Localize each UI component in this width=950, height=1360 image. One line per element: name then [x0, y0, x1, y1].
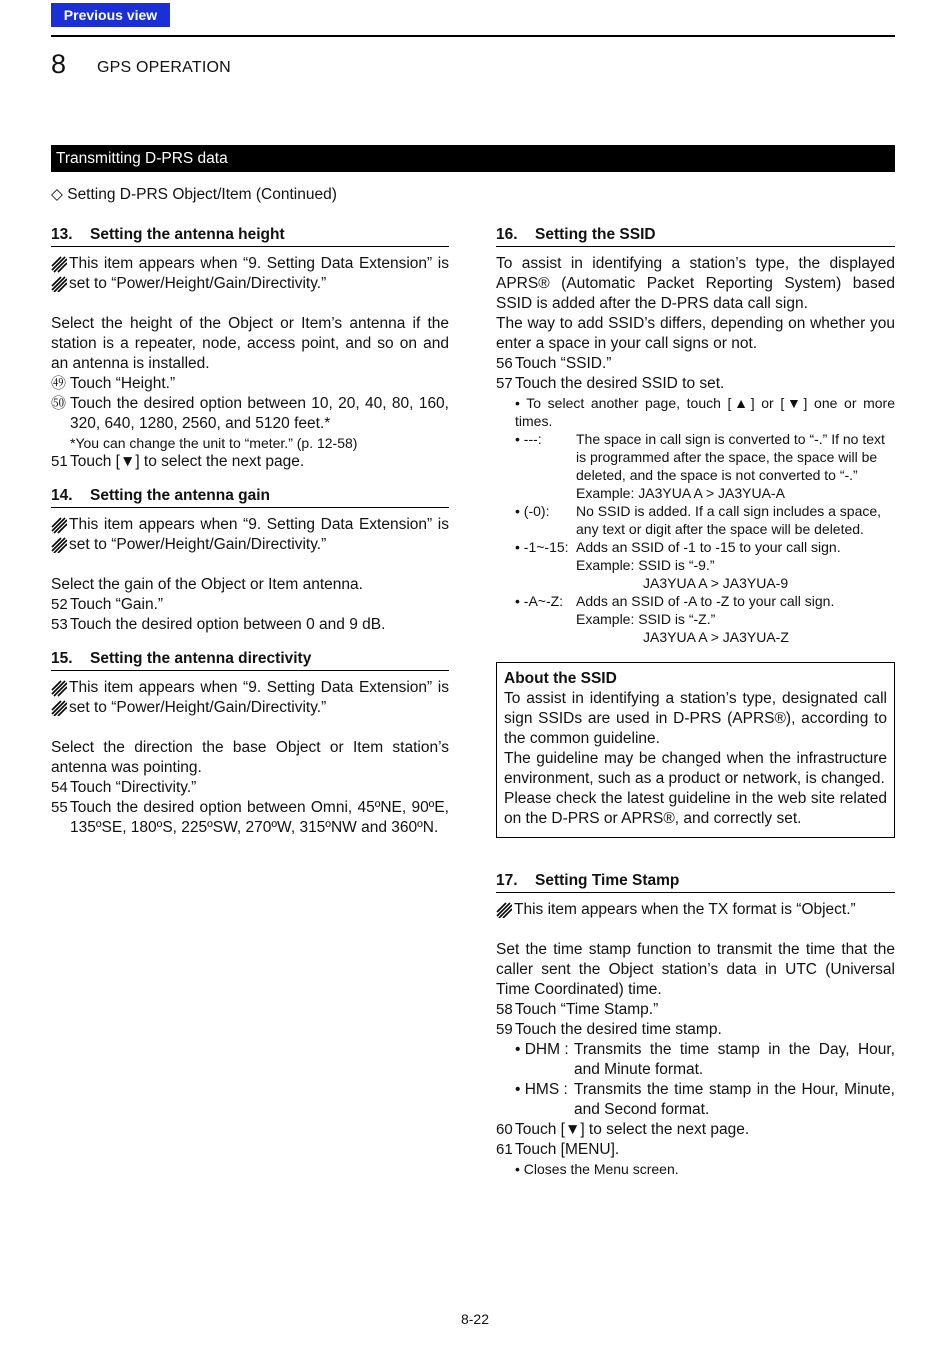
step-57: 57 Touch the desired SSID to set.: [496, 375, 725, 392]
section-15-heading: 15. Setting the antenna directivity: [51, 649, 449, 671]
ssid-option-numeric: • -1~-15: Adds an SSID of -1 to -15 to your call sign. Example: SSID is “-9.” JA3YUA A > JA3YUA-9: [515, 539, 841, 591]
chapter-number: 8: [51, 49, 67, 79]
right-column: [496, 225, 895, 1178]
unit-footnote: *You can change the unit to “meter.” (p. 12-58): [70, 435, 358, 451]
ssid-option-dash: • ---: The space in call sign is converted to “-.” If no text is programmed after the space, the space will be deleted, and the space is not converted to “-.” Example: JA3YUA A > JA3YUA-A: [515, 431, 885, 501]
header-rule: [51, 35, 895, 37]
step-51: 51 Touch [▼] to select the next page.: [51, 453, 305, 470]
step-55: 55 Touch the desired option between Omni, 45ºNE, 90ºE, 135ºSE, 180ºS, 225ºSW, 270ºW, 315ºNW and 360ºN.: [51, 799, 449, 836]
note-hatch-icon: [496, 902, 512, 918]
step-49: ㊾ Touch “Height.”: [51, 375, 176, 392]
left-column: [51, 225, 449, 838]
step-61: 61 Touch [MENU].: [496, 1141, 620, 1158]
page-select-bullet: • To select another page, touch [▲] or [▼] one or more times.: [515, 395, 895, 429]
section-16-heading: 16. Setting the SSID: [496, 225, 895, 247]
step-58: 58 Touch “Time Stamp.”: [496, 1001, 659, 1018]
about-ssid-title: About the SSID: [504, 670, 617, 687]
timestamp-option-hms: • HMS : Transmits the time stamp in the Hour, Minute, and Second format.: [515, 1081, 895, 1118]
section-16-body-2: The way to add SSID’s differs, depending on whether you enter a space in your call signs or not.: [496, 315, 895, 352]
step-56: 56 Touch “SSID.”: [496, 355, 612, 372]
chapter-title: GPS OPERATION: [97, 59, 231, 76]
section-13-heading: 13. Setting the antenna height: [51, 225, 449, 247]
section-14-note: This item appears when “9. Setting Data Extension” is set to “Power/Height/Gain/Directivity.”: [51, 515, 449, 555]
step-52: 52 Touch “Gain.”: [51, 596, 164, 613]
closes-menu-bullet: • Closes the Menu screen.: [515, 1161, 679, 1177]
section-13-body: Select the height of the Object or Item’s antenna if the station is a repeater, node, access point, and so on and an antenna is installed.: [51, 315, 449, 372]
note-hatch-icon: [51, 680, 67, 716]
page-number: 8-22: [460, 1311, 490, 1327]
section-17-heading: 17. Setting Time Stamp: [496, 871, 895, 893]
section-17-note: This item appears when the TX format is “Object.”: [496, 900, 895, 920]
section-14-body: Select the gain of the Object or Item antenna.: [51, 576, 363, 593]
section-15-note: This item appears when “9. Setting Data Extension” is set to “Power/Height/Gain/Directivity.”: [51, 678, 449, 718]
note-hatch-icon: [51, 256, 67, 292]
ssid-option-alpha: • -A~-Z: Adds an SSID of -A to -Z to your call sign. Example: SSID is “-Z.” JA3YUA A > JA3YUA-Z: [515, 593, 835, 645]
step-50: ㊿ Touch the desired option between 10, 20, 40, 80, 160, 320, 640, 1280, 2560, and 5120 feet.*: [51, 395, 449, 432]
step-53: 53 Touch the desired option between 0 and 9 dB.: [51, 616, 386, 633]
section-title: Transmitting D-PRS data: [51, 145, 895, 172]
ssid-option-zero: • (-0): No SSID is added. If a call sign includes a space, any text or digit after the space will be deleted.: [515, 503, 882, 537]
section-17-body: Set the time stamp function to transmit the time that the caller sent the Object station’s data in UTC (Universal Time Coordinated) time.: [496, 941, 895, 998]
section-15-body: Select the direction the base Object or Item station’s antenna was pointing.: [51, 739, 449, 776]
section-16-body-1: To assist in identifying a station’s type, the displayed APRS® (Automatic Packet Reporting System) based SSID is added after the D-PRS data call sign.: [496, 255, 895, 312]
subsection-title: ◇ Setting D-PRS Object/Item (Continued): [51, 186, 337, 203]
note-hatch-icon: [51, 517, 67, 553]
previous-view-button[interactable]: Previous view: [51, 3, 170, 27]
timestamp-option-dhm: • DHM : Transmits the time stamp in the Day, Hour, and Minute format.: [515, 1041, 895, 1078]
section-14-heading: 14. Setting the antenna gain: [51, 486, 449, 508]
about-ssid-box: About the SSID To assist in identifying a station’s type, designated call sign SSIDs are used in D-PRS (APRS®), according to the common guideline. The guideline may be changed when the infrastructure environment, such as a product or network, is changed. Please check the latest guideline in the web site related on the D-PRS or APRS®, and correctly set.: [496, 662, 895, 838]
step-54: 54 Touch “Directivity.”: [51, 779, 197, 796]
step-59: 59 Touch the desired time stamp.: [496, 1021, 722, 1038]
step-60: 60 Touch [▼] to select the next page.: [496, 1121, 750, 1138]
section-13-note: This item appears when “9. Setting Data Extension” is set to “Power/Height/Gain/Directivity.”: [51, 254, 449, 294]
